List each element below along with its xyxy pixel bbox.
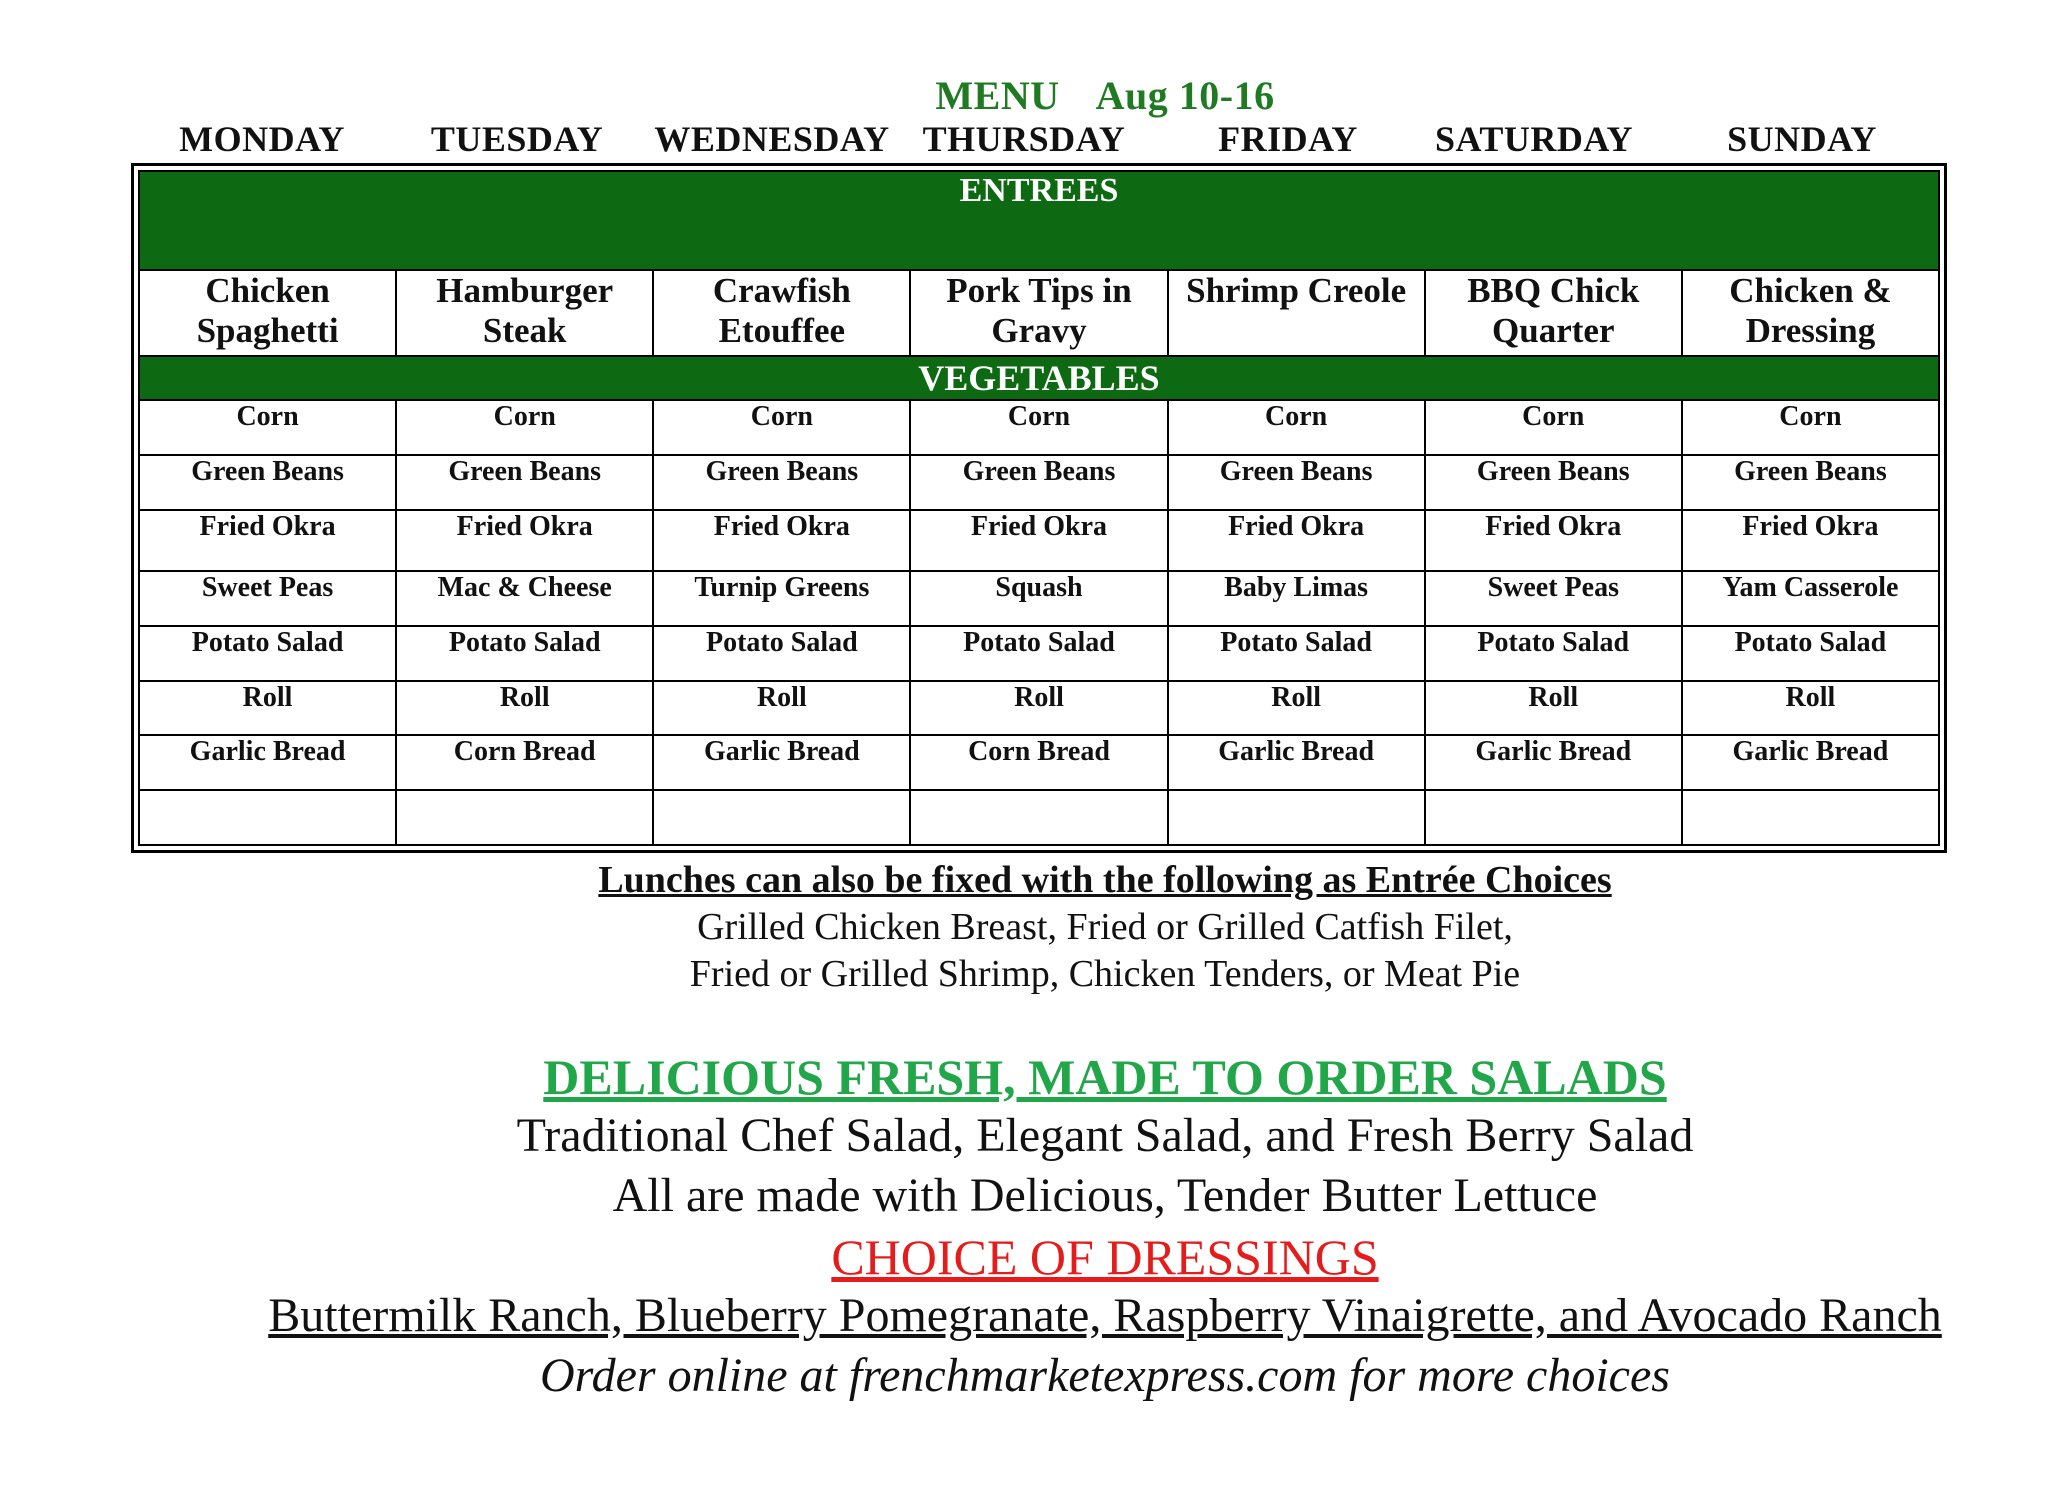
menu-title-label: MENU — [935, 73, 1060, 118]
vegetable-cell: Corn — [139, 400, 396, 455]
vegetable-cell: Green Beans — [653, 455, 910, 510]
entree-line: Steak — [482, 311, 567, 351]
vegetable-cell: Garlic Bread — [139, 735, 396, 790]
vegetable-cell: Fried Okra — [1682, 510, 1939, 571]
vegetable-cell: Roll — [139, 681, 396, 736]
vegetable-cell: Roll — [653, 681, 910, 736]
vegetable-cell: Green Beans — [1682, 455, 1939, 510]
day-header-sunday: SUNDAY — [1727, 119, 1877, 159]
vegetable-cell: Fried Okra — [1168, 510, 1425, 571]
day-headers — [132, 118, 1962, 166]
vegetable-cell: Fried Okra — [396, 510, 653, 571]
entree-line: Crawfish — [712, 271, 851, 311]
vegetable-cell: Corn — [1682, 400, 1939, 455]
vegetable-cell: Garlic Bread — [653, 735, 910, 790]
vegetable-cell: Green Beans — [139, 455, 396, 510]
vegetable-row — [139, 626, 1939, 681]
vegetables-heading: VEGETABLES — [139, 356, 1939, 401]
vegetable-cell: Fried Okra — [139, 510, 396, 571]
salads-heading: DELICIOUS FRESH, MADE TO ORDER SALADS — [543, 1049, 1667, 1105]
vegetables-band — [139, 356, 1939, 401]
entree-cell — [139, 270, 396, 355]
vegetable-cell: Fried Okra — [653, 510, 910, 571]
empty-cell — [653, 790, 910, 845]
vegetable-cell: Yam Casserole — [1682, 571, 1939, 626]
entree-line: Pork Tips in — [946, 271, 1132, 311]
vegetable-cell: Corn Bread — [396, 735, 653, 790]
entree-line: BBQ Chick — [1467, 271, 1640, 311]
empty-row — [139, 790, 1939, 845]
vegetable-cell: Sweet Peas — [139, 571, 396, 626]
empty-cell — [139, 790, 396, 845]
entrees-band — [139, 171, 1939, 270]
vegetable-cell: Fried Okra — [910, 510, 1167, 571]
entree-cell — [653, 270, 910, 355]
day-header-monday: MONDAY — [179, 119, 345, 159]
menu-date-range: Aug 10-16 — [1095, 73, 1275, 118]
entree-row — [139, 270, 1939, 355]
vegetable-cell: Green Beans — [1425, 455, 1682, 510]
entree-line: Dressing — [1745, 311, 1876, 351]
vegetable-cell: Baby Limas — [1168, 571, 1425, 626]
vegetable-cell: Garlic Bread — [1425, 735, 1682, 790]
vegetable-row — [139, 400, 1939, 455]
day-header-friday: FRIDAY — [1218, 119, 1358, 159]
vegetable-cell: Garlic Bread — [1168, 735, 1425, 790]
vegetable-cell: Corn — [653, 400, 910, 455]
vegetable-cell: Potato Salad — [396, 626, 653, 681]
vegetable-row — [139, 571, 1939, 626]
vegetable-cell: Fried Okra — [1425, 510, 1682, 571]
menu-title — [0, 72, 2048, 119]
vegetable-cell: Turnip Greens — [653, 571, 910, 626]
day-header-thursday: THURSDAY — [922, 119, 1126, 159]
vegetable-cell: Garlic Bread — [1682, 735, 1939, 790]
empty-cell — [910, 790, 1167, 845]
day-header-saturday: SATURDAY — [1434, 119, 1634, 159]
vegetable-cell: Corn — [1168, 400, 1425, 455]
vegetable-cell: Roll — [1682, 681, 1939, 736]
vegetable-cell: Roll — [396, 681, 653, 736]
entree-cell — [396, 270, 653, 355]
vegetable-row — [139, 681, 1939, 736]
vegetable-cell: Corn — [1425, 400, 1682, 455]
vegetable-cell: Roll — [1168, 681, 1425, 736]
day-header-tuesday: TUESDAY — [430, 119, 604, 159]
vegetable-row — [139, 455, 1939, 510]
empty-cell — [396, 790, 653, 845]
vegetable-cell: Potato Salad — [653, 626, 910, 681]
vegetable-cell: Sweet Peas — [1425, 571, 1682, 626]
vegetable-cell: Potato Salad — [139, 626, 396, 681]
order-online-note: Order online at frenchmarketexpress.com for more choices — [540, 1349, 1670, 1402]
vegetable-cell: Corn Bread — [910, 735, 1167, 790]
empty-cell — [1168, 790, 1425, 845]
day-header-wednesday: WEDNESDAY — [654, 119, 890, 159]
vegetable-cell: Corn — [910, 400, 1167, 455]
entree-cell — [1682, 270, 1939, 355]
vegetable-cell: Roll — [1425, 681, 1682, 736]
lunch-heading: Lunches can also be fixed with the following as Entrée Choices — [598, 859, 1612, 901]
entree-cell — [1168, 270, 1425, 355]
vegetable-cell: Mac & Cheese — [396, 571, 653, 626]
vegetable-cell: Green Beans — [1168, 455, 1425, 510]
lunch-line-1: Grilled Chicken Breast, Fried or Grilled Catfish Filet, — [697, 906, 1513, 948]
entree-line: Hamburger — [436, 271, 614, 311]
dressings-heading: CHOICE OF DRESSINGS — [831, 1229, 1379, 1285]
vegetable-cell: Potato Salad — [1682, 626, 1939, 681]
menu-table — [138, 170, 1940, 846]
vegetable-cell: Roll — [910, 681, 1167, 736]
dressings-list: Buttermilk Ranch, Blueberry Pomegranate, Raspberry Vinaigrette, and Avocado Ranch — [268, 1289, 1942, 1342]
vegetable-row — [139, 510, 1939, 571]
vegetable-cell: Potato Salad — [1168, 626, 1425, 681]
vegetable-cell: Potato Salad — [910, 626, 1167, 681]
vegetable-cell: Green Beans — [910, 455, 1167, 510]
salads-line-1: Traditional Chef Salad, Elegant Salad, and Fresh Berry Salad — [516, 1109, 1694, 1162]
entree-line: Shrimp Creole — [1186, 271, 1407, 311]
vegetable-row — [139, 735, 1939, 790]
empty-cell — [1425, 790, 1682, 845]
entree-line: Etouffee — [718, 311, 846, 351]
entrees-heading: ENTREES — [139, 171, 1939, 270]
entree-cell — [910, 270, 1167, 355]
empty-cell — [1682, 790, 1939, 845]
entree-line: Spaghetti — [196, 311, 339, 351]
lunch-line-2: Fried or Grilled Shrimp, Chicken Tenders, or Meat Pie — [689, 953, 1521, 995]
salads-line-2: All are made with Delicious, Tender Butter Lettuce — [612, 1169, 1598, 1222]
entree-cell — [1425, 270, 1682, 355]
entree-line: Quarter — [1492, 311, 1615, 351]
vegetable-cell: Green Beans — [396, 455, 653, 510]
entree-line: Chicken & — [1729, 271, 1892, 311]
entree-line: Chicken — [205, 271, 330, 311]
entree-line: Gravy — [991, 311, 1087, 351]
vegetable-cell: Squash — [910, 571, 1167, 626]
vegetable-cell: Corn — [396, 400, 653, 455]
vegetable-cell: Potato Salad — [1425, 626, 1682, 681]
